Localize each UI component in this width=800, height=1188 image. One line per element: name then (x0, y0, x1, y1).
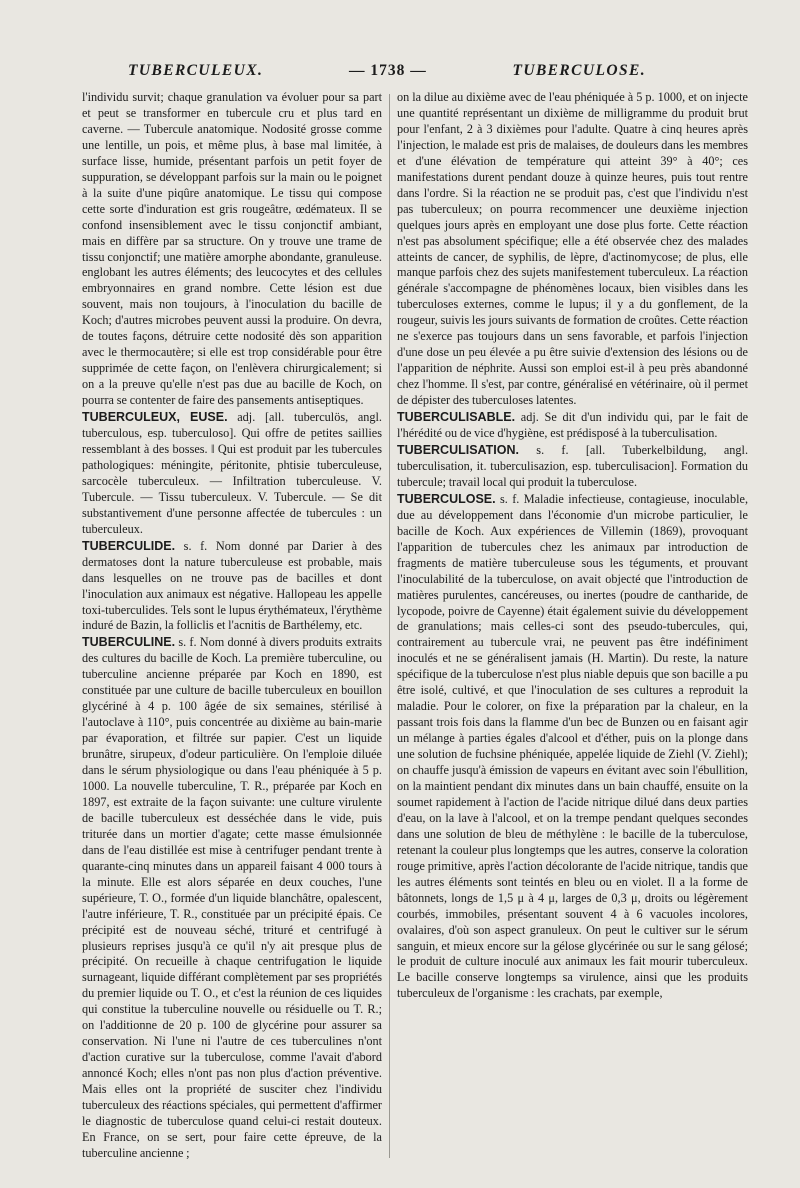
definition-tuberculine: s. f. Nom donné à divers produits extraits des cultures du bacille de Koch. La première tuberculine, ou tuberculine ancienne préparée par Koch en 1890, est constituée par une culture de bacille tuberculeux en bouillon glycériné à 4 p. 100 âgée de six semaines, stérilisé à l'autoclave à 110°, puis concentrée au dixième au bain-marie par évaporation, et filtrée sur papier. C'est un liquide brunâtre, sirupeux, d'odeur particulière. On l'emploie diluée dans le sérum physiologique ou dans l'eau phéniquée à 5 p. 1000. La nouvelle tuberculine, T. R., préparée par Koch en 1897, est extraite de la façon suivante: une culture virulente de bacille tuberculeux est desséchée dans le vide, puis triturée dans un mortier d'agate; cette masse émulsionnée dans de l'eau distillée est mise à centrifuger pendant trente à quarante-cinq minutes dans un appareil faisant 4 000 tours à la minute. Elle est alors séparée en deux couches, l'une supérieure, T. O., formée d'un liquide blanchâtre, opalescent, l'autre inférieure, T. R., constituée par un précipité épais. Ce précipité est de nouveau séché, trituré et centrifugé à plusieurs reprises jusqu'à ce qu'il n'y ait presque plus de précipité. On recueille à chaque centrifugation le liquide surnageant, liquide différant complètement par ses propriétés du premier liquide ou T. O., et c'est la réunion de ces liquides qui constitue la tuberculine nouvelle ou résiduelle ou T. R.; on l'additionne de 20 p. 100 de glycérine pour assurer sa conservation. Ni l'une ni l'autre de ces tuberculines n'ont d'action curative sur la tuberculose, comme l'avait d'abord annoncé Koch; elles n'ont pas non plus d'action préventive. Mais elles ont la propriété de susciter chez l'individu tuberculeux des réactions spéciales, qui permettent d'affirmer le diagnostic de tuberculose quand celui-ci restait douteux. En France, on se sert, pour faire cette épreuve, de la tuberculine ancienne ; (82, 635, 382, 1160)
left-column (82, 90, 382, 1162)
entry-tuberculose (397, 492, 748, 1003)
tuberculine-continuation: on la dilue au dixième avec de l'eau phéniquée à 5 p. 1000, et on injecte une quantité représentant un dixième de milligramme du produit brut pour l'enfant, 2 à 3 dixièmes pour l'adulte. Quatre à cinq heures après l'injection, le malade est pris de malaises, de douleurs dans les membres et d'une élévation de température qui atteint 39° à 40°; ces manifestations durent pendant douze à quinze heures, puis tout rentre dans l'ordre. Si la réaction ne se produit pas, c'est que l'individu n'est pas tuberculeux; on pourra recommencer une deuxième injection quelques jours après en employant une dose plus forte. Cette réaction n'est pas absolument spécifique; elle a été observée chez des malades atteints de cancer, de syphilis, de lèpre, d'actinomycose; de plus, elle manque parfois chez des sujets manifestement tuberculeux. La réaction générale s'accompagne de phénomènes locaux, bien visibles dans les tuberculoses externes, comme le lupus; il y a du gonflement, de la rougeur, suivis les jours suivants de formation de croûtes. Cette réaction ne s'exerce pas toujours dans un sens favorable, et parfois l'injection d'une dose un peu élevée a pu être suivie d'extension des lésions ou de l'apparition de néphrite. Aussi son emploi est-il à peu près abandonné chez l'homme. Il s'est, par contre, généralisé en vétérinaire, où il permet de dépister des tuberculoses latentes. (397, 90, 748, 408)
headword-tuberculide: TUBERCULIDE. (82, 538, 176, 553)
right-column (397, 90, 748, 1002)
definition-tuberculose: s. f. Maladie infectieuse, contagieuse, inoculable, due au développement dans l'économie d'un microbe particulier, le bacille de Koch. Aux expériences de Villemin (1869), provoquant l'apparition de tubercules chez les animaux par introduction de fragments de matière tuberculeuse sous les téguments, et prouvant l'inoculabilité de la tuberculose, on avait objecté que l'introduction de matières purulentes, cancéreuses, ou inertes (poudre de cantharide, de lycopode, poivre de Cayenne) était également suivie du développement de granulations; mais celles-ci sont des pseudo-tubercules, qui, contrairement au tubercule vrai, ne peuvent pas être indéfiniment inoculés et ne se généralisent jamais (H. Martin). Du reste, la nature spécifique de la tuberculose n'est plus niable depuis que son bacille a pu être isolé, cultivé, et que l'inoculation de ses cultures a reproduit la maladie. Pour le colorer, on fixe la préparation par la chaleur, en la passant trois fois dans la flamme d'un bec de Bunzen ou en faisant agir un mélange à parties égales d'alcool et d'éther, puis on la plonge dans une solution de fuchsine phéniquée, appelée liquide de Ziehl (V. Ziehl); on chauffe jusqu'à émission de vapeurs en évitant avec soin l'ébullition, on la maintient pendant dix minutes dans un bain chauffé, ensuite on la soumet rapidement à l'action de l'acide nitrique dilué dans deux parties d'eau, on la lave à l'alcool, et on la trempe pendant quelques secondes dans une solution de bleu de méthylène : le bacille de la tuberculose, retenant la couleur plus longtemps que les autres, conserve la coloration rouge primitive, après l'action décolorante de l'acide nitrique, tandis que les autres éléments sont teintés en bleu ou en violet. Il a la forme de bâtonnets, longs de 1,5 μ à 4 μ, larges de 0,3 μ, droits ou légèrement courbés, immobiles, présentant souvent 4 à 6 vacuoles incolores, ovalaires, d'où son aspect granuleux. On peut le cultiver sur le sérum sanguin, et mieux encore sur la gélose glycérinée ou sur le sang gélosé; le produit de culture inoculé aux animaux les fait mourir tuberculeux. Le bacille conserve longtemps sa virulence, ainsi que les produits tuberculeux de l'organisme : les crachats, par exemple, (397, 491, 749, 1001)
entry-tuberculisable (397, 410, 748, 442)
definition-tuberculisable: adj. Se dit d'un individu qui, par le fait de l'hérédité ou de vice d'hygiène, est prédisposé à la tuberculisation. (397, 410, 749, 441)
headword-tuberculose: TUBERCULOSE. (397, 491, 496, 506)
column-divider (389, 94, 390, 1158)
tubercule-continuation: l'individu survit; chaque granulation va évoluer pour sa part et peut se transformer en tubercule cru et plus tard en caverne. — Tubercule anatomique. Nodosité grosse comme une lentille, un pois, et même plus, à base mal limitée, à surface lisse, humide, présentant parfois un petit foyer de suppuration, se développant parfois sur la main ou le poignet à la suite d'une piqûre anatomique. Le tissu qui compose cette sorte d'induration est gris rougeâtre, œdémateux. Il se confond insensiblement avec le tissu conjonctif ambiant, mais en diffère par sa structure. On y trouve une trame de tissu conjonctif; une matière amorphe abondante, granuleuse. englobant les autres éléments; des leucocytes et des cellules embryonnaires en grand nombre. Cette lésion est due souvent, mais non toujours, à l'inoculation du bacille de Koch; d'autres microbes peuvent aussi la produire. On devra, de toutes façons, détruire cette nodosité dès son apparition avec le thermocautère; si elle est trop considérable pour être supprimée de cette façon, on l'enlèvera chirurgicalement; si on a la preuve qu'elle n'est pas due au bacille de Koch, on pourra se contenter de faire des pansements antiseptiques. (82, 90, 382, 408)
entry-tuberculine (82, 635, 382, 1161)
header-right-headword: TUBERCULOSE. (512, 62, 646, 79)
headword-tuberculisation: TUBERCULISATION. (397, 442, 519, 457)
entry-tuberculisation (397, 443, 748, 491)
headword-tuberculisable: TUBERCULISABLE. (397, 410, 516, 425)
entry-tuberculide (82, 539, 382, 635)
definition-tuberculide: s. f. Nom donné par Darier à des dermatoses dont la nature tuberculeuse est probable, mais dans lesquelles on ne trouve pas de bacilles et dont l'inoculation aux animaux est négative. Hallopeau les appelle toxi-tuberculides. Tels sont le lupus érythémateux, l'érythème induré de Bazin, la folliclis et l'acnitis de Barthélemy, etc. (82, 538, 383, 633)
definition-tuberculeux: adj. [all. tuberculös, angl. tuberculous, esp. tuberculoso]. Qui offre de petites saillies ressemblant à des bosses. ‖ Qui est produit par les tubercules pathologiques: méningite, péritonite, phtisie tuberculeuse, sarcocèle tuberculeux. — Infiltration tuberculeuse. V. Tubercule. — Tissu tuberculeux. V. Tubercule. — Se dit substantivement d'une personne affectée de tubercules : un tuberculeux. (82, 410, 382, 536)
headword-tuberculeux: TUBERCULEUX, EUSE. (82, 410, 228, 425)
header-left-headword: TUBERCULEUX. (128, 62, 264, 79)
running-header (128, 62, 646, 80)
definition-tuberculisation: s. f. [all. Tuberkelbildung, angl. tuberculisation, it. tuberculisazion, esp. tuberculisacion]. Formation du tubercule; travail local qui produit la tuberculose. (397, 442, 749, 489)
headword-tuberculine: TUBERCULINE. (82, 635, 176, 650)
entry-tuberculeux (82, 410, 382, 538)
page-number: — 1738 — (348, 62, 427, 79)
